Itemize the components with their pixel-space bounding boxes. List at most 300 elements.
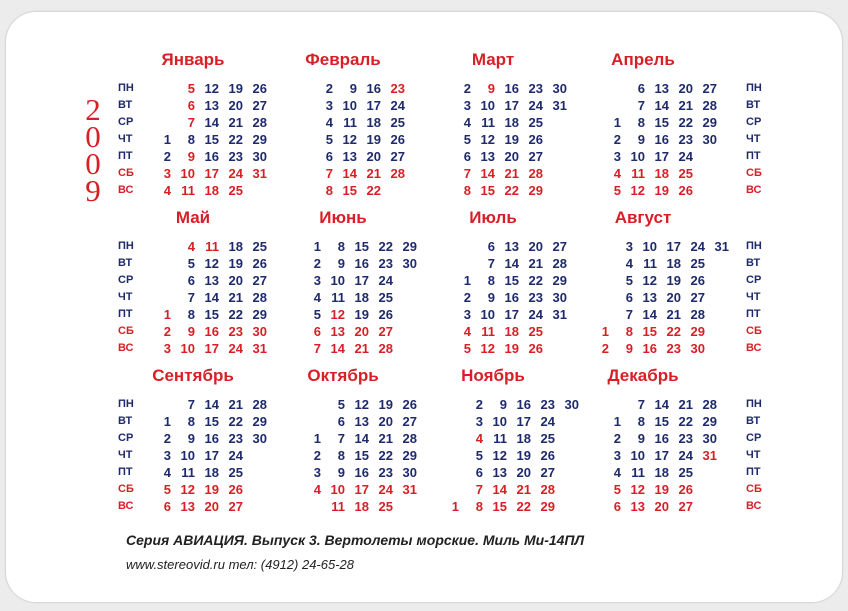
day-cell: 24: [528, 307, 543, 322]
day-cell: 10: [492, 414, 507, 429]
day-cell: 15: [492, 499, 507, 514]
day-cell: 4: [163, 183, 171, 198]
day-cell: 11: [631, 166, 645, 181]
day-cell: 26: [402, 397, 417, 412]
day-cell: 29: [540, 499, 555, 514]
day-cell: 14: [354, 431, 369, 446]
day-label-left: ВТ: [118, 415, 133, 427]
day-cell: 6: [187, 98, 195, 113]
day-label-left: ПТ: [118, 308, 133, 320]
day-cell: 30: [564, 397, 579, 412]
day-cell: 31: [252, 341, 267, 356]
day-cell: 12: [642, 273, 657, 288]
day-label-left: ПТ: [118, 150, 133, 162]
day-cell: 28: [702, 98, 717, 113]
day-cell: 5: [313, 307, 321, 322]
day-cell: 22: [378, 448, 393, 463]
day-cell: 28: [378, 341, 393, 356]
day-cell: 2: [313, 448, 321, 463]
day-cell: 10: [480, 307, 495, 322]
day-label-right: ЧТ: [746, 133, 761, 145]
day-cell: 16: [504, 81, 519, 96]
day-cell: 21: [228, 290, 243, 305]
day-label-left: ЧТ: [118, 449, 133, 461]
day-label-left: ВС: [118, 184, 134, 196]
day-label-left: СБ: [118, 167, 134, 179]
month-2: [268, 50, 418, 210]
day-cell: 5: [163, 482, 171, 497]
day-cell: 15: [642, 324, 657, 339]
day-cell: 12: [204, 81, 219, 96]
day-cell: 2: [163, 149, 171, 164]
day-label-right: ЧТ: [746, 449, 761, 461]
day-cell: 27: [252, 273, 267, 288]
day-cell: 5: [325, 132, 333, 147]
month-12: [568, 366, 718, 526]
day-cell: 29: [702, 414, 717, 429]
day-cell: 7: [187, 290, 195, 305]
month-name: Декабрь: [607, 366, 679, 385]
day-cell: 23: [540, 397, 555, 412]
day-cell: 14: [642, 307, 657, 322]
day-cell: 3: [463, 307, 471, 322]
day-label-right: СР: [746, 274, 762, 286]
day-cell: 26: [690, 273, 705, 288]
day-cell: 16: [204, 324, 219, 339]
day-cell: 25: [678, 465, 693, 480]
day-cell: 14: [480, 166, 495, 181]
day-cell: 8: [637, 115, 645, 130]
day-label-left: ВС: [118, 500, 134, 512]
day-cell: 25: [540, 431, 555, 446]
day-cell: 16: [516, 397, 531, 412]
day-cell: 4: [313, 290, 321, 305]
month-name: Январь: [161, 50, 225, 69]
day-cell: 30: [702, 431, 717, 446]
day-label-left: ПТ: [118, 466, 133, 478]
day-cell: 9: [337, 465, 345, 480]
day-cell: 4: [625, 256, 633, 271]
day-cell: 13: [630, 499, 645, 514]
day-cell: 19: [666, 273, 681, 288]
day-label-right: ПН: [746, 82, 762, 94]
day-cell: 3: [625, 239, 633, 254]
day-label-left: СР: [118, 116, 134, 128]
day-cell: 24: [378, 482, 393, 497]
day-cell: 25: [228, 465, 243, 480]
day-cell: 7: [313, 341, 321, 356]
day-label-left: ЧТ: [118, 133, 133, 145]
day-cell: 22: [678, 414, 693, 429]
day-cell: 19: [228, 256, 243, 271]
day-cell: 1: [463, 273, 471, 288]
day-cell: 12: [180, 482, 195, 497]
day-cell: 14: [654, 98, 669, 113]
day-cell: 28: [528, 166, 543, 181]
day-cell: 22: [228, 414, 243, 429]
day-cell: 4: [325, 115, 333, 130]
day-cell: 25: [378, 290, 393, 305]
day-cell: 11: [631, 465, 645, 480]
day-cell: 13: [180, 499, 195, 514]
day-cell: 7: [187, 397, 195, 412]
day-cell: 5: [613, 482, 621, 497]
day-cell: 17: [366, 98, 381, 113]
day-cell: 6: [637, 81, 645, 96]
day-cell: 29: [252, 414, 267, 429]
day-cell: 23: [378, 256, 393, 271]
day-label-right: СР: [746, 432, 762, 444]
day-cell: 16: [354, 256, 369, 271]
day-cell: 4: [613, 166, 621, 181]
day-cell: 6: [163, 499, 171, 514]
day-cell: 23: [390, 81, 405, 96]
day-cell: 31: [402, 482, 417, 497]
day-cell: 4: [475, 431, 483, 446]
day-cell: 8: [187, 307, 195, 322]
day-cell: 19: [654, 183, 669, 198]
day-cell: 3: [163, 448, 171, 463]
day-label-left: ЧТ: [118, 291, 133, 303]
day-cell: 17: [354, 482, 369, 497]
contact-line: www.stereovid.ru тел: (4912) 24-65-28: [126, 557, 355, 572]
day-cell: 6: [613, 499, 621, 514]
day-cell: 10: [630, 149, 645, 164]
day-cell: 18: [354, 499, 369, 514]
day-cell: 30: [552, 290, 567, 305]
day-cell: 14: [654, 397, 669, 412]
day-label-right: СБ: [746, 325, 762, 337]
day-cell: 28: [252, 397, 267, 412]
day-cell: 9: [187, 149, 195, 164]
day-label-left: ВТ: [118, 99, 133, 111]
day-cell: 14: [492, 482, 507, 497]
day-cell: 22: [378, 239, 393, 254]
day-cell: 10: [330, 273, 345, 288]
day-cell: 31: [702, 448, 717, 463]
day-cell: 8: [475, 499, 483, 514]
day-label-right: ПН: [746, 398, 762, 410]
day-cell: 2: [163, 431, 171, 446]
day-cell: 22: [516, 499, 531, 514]
day-cell: 21: [516, 482, 531, 497]
day-cell: 30: [402, 465, 417, 480]
day-cell: 9: [487, 81, 495, 96]
day-cell: 20: [666, 290, 681, 305]
day-cell: 18: [204, 183, 219, 198]
day-cell: 11: [481, 115, 495, 130]
day-cell: 22: [528, 273, 543, 288]
day-cell: 13: [504, 239, 519, 254]
day-cell: 13: [354, 414, 369, 429]
day-cell: 30: [690, 341, 705, 356]
day-cell: 27: [378, 324, 393, 339]
day-cell: 26: [528, 132, 543, 147]
day-cell: 10: [330, 482, 345, 497]
day-label-right: СБ: [746, 167, 762, 179]
day-cell: 8: [187, 414, 195, 429]
day-cell: 8: [625, 324, 633, 339]
day-label-left: СБ: [118, 483, 134, 495]
day-cell: 27: [228, 499, 243, 514]
day-cell: 2: [463, 290, 471, 305]
day-cell: 21: [378, 431, 393, 446]
day-cell: 28: [252, 115, 267, 130]
month-11: [418, 366, 579, 526]
day-cell: 26: [228, 482, 243, 497]
day-cell: 21: [678, 397, 693, 412]
day-cell: 3: [613, 448, 621, 463]
day-cell: 3: [325, 98, 333, 113]
day-cell: 6: [325, 149, 333, 164]
day-cell: 21: [354, 341, 369, 356]
day-cell: 30: [552, 81, 567, 96]
day-cell: 23: [378, 465, 393, 480]
day-label-right: СР: [746, 116, 762, 128]
day-cell: 7: [625, 307, 633, 322]
day-cell: 14: [342, 166, 357, 181]
day-cell: 20: [678, 81, 693, 96]
day-cell: 16: [366, 81, 381, 96]
day-cell: 8: [463, 183, 471, 198]
day-cell: 9: [187, 324, 195, 339]
day-cell: 10: [180, 341, 195, 356]
day-cell: 11: [331, 499, 345, 514]
day-cell: 17: [354, 273, 369, 288]
day-cell: 23: [528, 290, 543, 305]
day-cell: 12: [630, 183, 645, 198]
day-cell: 26: [540, 448, 555, 463]
day-cell: 29: [402, 448, 417, 463]
day-cell: 25: [228, 183, 243, 198]
day-cell: 19: [516, 448, 531, 463]
day-cell: 17: [654, 448, 669, 463]
day-cell: 5: [187, 81, 195, 96]
day-cell: 26: [390, 132, 405, 147]
day-cell: 2: [613, 431, 621, 446]
day-cell: 6: [313, 324, 321, 339]
month-name: Май: [175, 208, 211, 227]
day-cell: 15: [204, 414, 219, 429]
day-cell: 3: [463, 98, 471, 113]
day-cell: 29: [252, 132, 267, 147]
day-cell: 29: [552, 273, 567, 288]
month-name: Февраль: [305, 50, 381, 69]
day-cell: 11: [481, 324, 495, 339]
day-cell: 19: [366, 132, 381, 147]
day-cell: 23: [228, 431, 243, 446]
day-cell: 20: [228, 98, 243, 113]
day-cell: 9: [499, 397, 507, 412]
day-cell: 1: [313, 431, 321, 446]
year-digit: 0: [85, 146, 101, 181]
day-cell: 12: [492, 448, 507, 463]
day-cell: 30: [252, 324, 267, 339]
day-cell: 2: [463, 81, 471, 96]
month-name: Сентябрь: [152, 366, 234, 385]
day-cell: 27: [390, 149, 405, 164]
day-cell: 28: [252, 290, 267, 305]
day-cell: 20: [654, 499, 669, 514]
day-cell: 16: [204, 149, 219, 164]
day-cell: 4: [313, 482, 321, 497]
day-cell: 30: [252, 149, 267, 164]
day-cell: 23: [666, 341, 681, 356]
day-label-left: ВС: [118, 342, 134, 354]
day-cell: 13: [204, 273, 219, 288]
day-cell: 21: [666, 307, 681, 322]
day-cell: 28: [540, 482, 555, 497]
day-cell: 30: [402, 256, 417, 271]
day-cell: 17: [204, 341, 219, 356]
day-cell: 18: [204, 465, 219, 480]
day-cell: 14: [204, 115, 219, 130]
day-cell: 24: [678, 149, 693, 164]
day-cell: 11: [493, 431, 507, 446]
day-cell: 2: [163, 324, 171, 339]
day-cell: 12: [330, 307, 345, 322]
day-cell: 21: [228, 397, 243, 412]
year-digit: 0: [85, 119, 101, 154]
day-cell: 26: [678, 183, 693, 198]
day-cell: 6: [187, 273, 195, 288]
day-cell: 1: [613, 414, 621, 429]
day-cell: 5: [625, 273, 633, 288]
day-cell: 4: [463, 115, 471, 130]
day-cell: 20: [228, 273, 243, 288]
day-cell: 23: [678, 431, 693, 446]
day-cell: 13: [204, 98, 219, 113]
day-cell: 6: [475, 465, 483, 480]
month-name: Июль: [469, 208, 517, 227]
day-cell: 16: [204, 431, 219, 446]
day-cell: 22: [666, 324, 681, 339]
month-10: [268, 366, 418, 526]
day-cell: 12: [204, 256, 219, 271]
month-4: [568, 50, 718, 210]
day-cell: 11: [181, 465, 195, 480]
day-label-right: ПТ: [746, 150, 761, 162]
day-cell: 1: [163, 414, 171, 429]
day-cell: 20: [204, 499, 219, 514]
day-cell: 18: [228, 239, 243, 254]
day-cell: 12: [354, 397, 369, 412]
day-cell: 8: [487, 273, 495, 288]
day-cell: 16: [654, 431, 669, 446]
day-cell: 11: [343, 115, 357, 130]
day-cell: 18: [354, 290, 369, 305]
day-cell: 25: [378, 499, 393, 514]
day-cell: 27: [678, 499, 693, 514]
month-name: Ноябрь: [461, 366, 525, 385]
day-cell: 5: [463, 341, 471, 356]
day-cell: 2: [475, 397, 483, 412]
day-cell: 1: [601, 324, 609, 339]
day-cell: 31: [552, 307, 567, 322]
day-cell: 13: [654, 81, 669, 96]
day-cell: 19: [654, 482, 669, 497]
day-cell: 20: [366, 149, 381, 164]
day-cell: 18: [654, 166, 669, 181]
day-cell: 10: [342, 98, 357, 113]
day-cell: 18: [666, 256, 681, 271]
day-cell: 18: [516, 431, 531, 446]
day-cell: 21: [228, 115, 243, 130]
day-label-left: СР: [118, 432, 134, 444]
day-cell: 15: [204, 307, 219, 322]
month-6: [268, 208, 418, 368]
day-cell: 14: [504, 256, 519, 271]
day-label-right: ВТ: [746, 99, 761, 111]
day-cell: 3: [163, 166, 171, 181]
day-cell: 18: [654, 465, 669, 480]
day-cell: 26: [252, 256, 267, 271]
day-cell: 16: [354, 465, 369, 480]
day-cell: 17: [504, 307, 519, 322]
day-cell: 10: [180, 166, 195, 181]
day-cell: 23: [228, 149, 243, 164]
day-cell: 21: [366, 166, 381, 181]
day-cell: 18: [366, 115, 381, 130]
day-cell: 17: [654, 149, 669, 164]
day-cell: 29: [690, 324, 705, 339]
day-cell: 23: [528, 81, 543, 96]
day-cell: 20: [354, 324, 369, 339]
day-cell: 27: [702, 81, 717, 96]
day-cell: 15: [204, 132, 219, 147]
day-cell: 8: [637, 414, 645, 429]
day-cell: 7: [325, 166, 333, 181]
day-cell: 9: [637, 132, 645, 147]
day-cell: 29: [252, 307, 267, 322]
day-cell: 4: [163, 465, 171, 480]
day-cell: 7: [475, 482, 483, 497]
day-cell: 19: [504, 341, 519, 356]
month-1: [118, 50, 268, 210]
day-cell: 13: [342, 149, 357, 164]
day-cell: 24: [378, 273, 393, 288]
month-7: [418, 208, 568, 368]
month-name: Март: [471, 50, 515, 69]
day-cell: 1: [163, 307, 171, 322]
day-cell: 8: [337, 239, 345, 254]
month-name: Август: [614, 208, 672, 227]
day-cell: 5: [463, 132, 471, 147]
day-label-right: ПТ: [746, 308, 761, 320]
day-cell: 16: [642, 341, 657, 356]
day-cell: 27: [528, 149, 543, 164]
day-cell: 22: [504, 183, 519, 198]
day-cell: 24: [528, 98, 543, 113]
day-cell: 26: [678, 482, 693, 497]
day-cell: 28: [690, 307, 705, 322]
day-cell: 4: [463, 324, 471, 339]
day-cell: 3: [475, 414, 483, 429]
day-cell: 18: [504, 324, 519, 339]
day-cell: 11: [181, 183, 195, 198]
month-3: [418, 50, 568, 210]
day-cell: 19: [354, 307, 369, 322]
month-name: Октябрь: [307, 366, 379, 385]
day-cell: 25: [390, 115, 405, 130]
day-cell: 30: [252, 431, 267, 446]
day-cell: 30: [702, 132, 717, 147]
month-9: [118, 366, 268, 526]
day-cell: 25: [678, 166, 693, 181]
day-cell: 22: [366, 183, 381, 198]
day-cell: 3: [313, 273, 321, 288]
day-cell: 7: [337, 431, 345, 446]
